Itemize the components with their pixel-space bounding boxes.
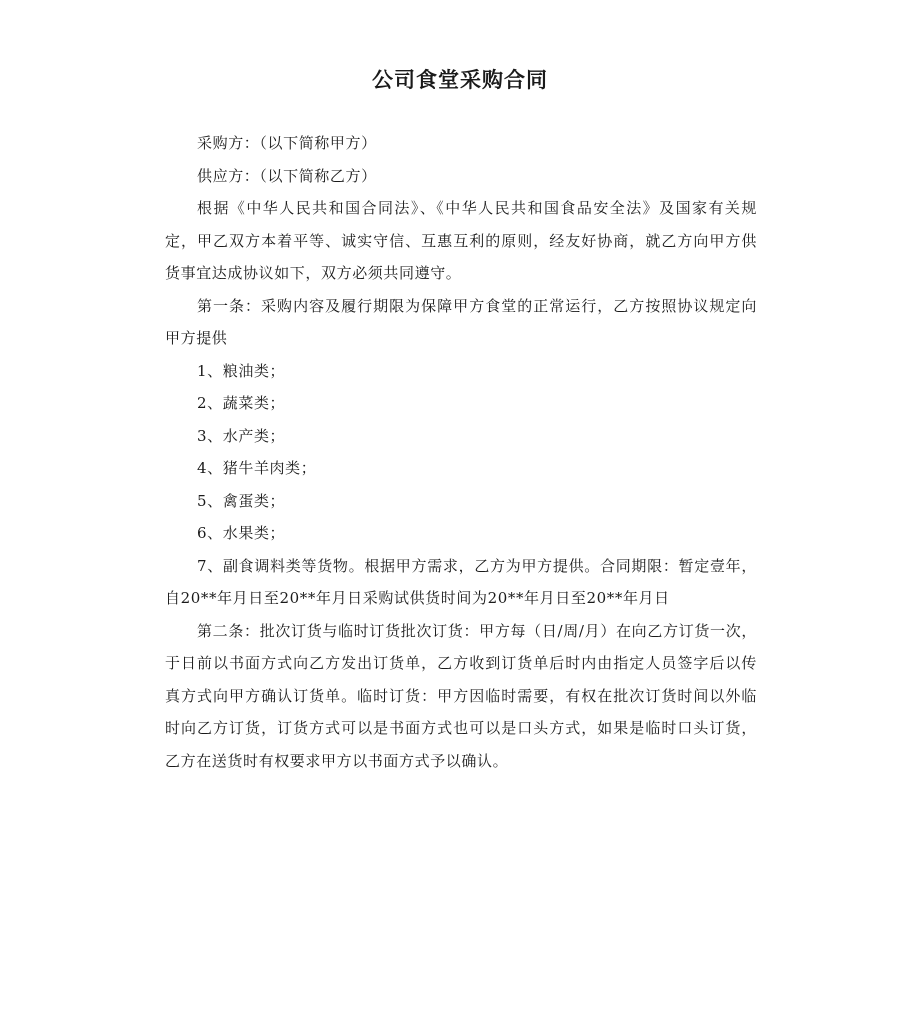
list-item-aquatic: 3、水产类；: [197, 426, 286, 445]
supplier-line: 供应方：（以下简称乙方）: [197, 166, 377, 185]
article-two-paragraph: 第二条：批次订货与临时订货批次订货：甲方每（日/周/月）在向乙方订货一次，于日前以书面方式向乙方发出订货单，乙方收到订货单后时内由指定人员签字后以传真方式向甲方确认订货单。临时订货：甲方因临时需要，有权在批次订货时间以外临时向乙方订货，订货方式可以是书面方式也可以是口头方式，如果是临时口头订货，乙方在送货时有权要求甲方以书面方式予以确认。: [165, 621, 757, 770]
list-item-grain-oil: 1、粮油类；: [197, 361, 286, 380]
list-item-vegetables: 2、蔬菜类；: [197, 394, 286, 412]
preamble-paragraph: 根据《中华人民共和国合同法》、《中华人民共和国食品安全法》及国家有关规定，甲乙双方本着平等、诚实守信、互惠互利的原则，经友好协商，就乙方向甲方供货事宜达成协议如下，双方必须共同遵守。: [165, 199, 757, 282]
buyer-line: 采购方：（以下简称甲方）: [197, 134, 377, 152]
list-item-meat: 4、猪牛羊肉类；: [197, 459, 317, 477]
list-item-fruit: 6、水果类；: [197, 524, 286, 542]
list-item-poultry-eggs: 5、禽蛋类；: [197, 491, 286, 510]
document-body: [165, 127, 757, 777]
list-item-condiments-and-term: 7、副食调料类等货物。根据甲方需求，乙方为甲方提供。合同期限：暂定壹年，自20**年月日至20**年月日采购试供货时间为20**年月日至20**年月日: [165, 556, 757, 607]
document-title: 公司食堂采购合同: [372, 68, 548, 92]
article-one-paragraph: 第一条：采购内容及履行期限为保障甲方食堂的正常运行，乙方按照协议规定向甲方提供: [165, 296, 757, 347]
